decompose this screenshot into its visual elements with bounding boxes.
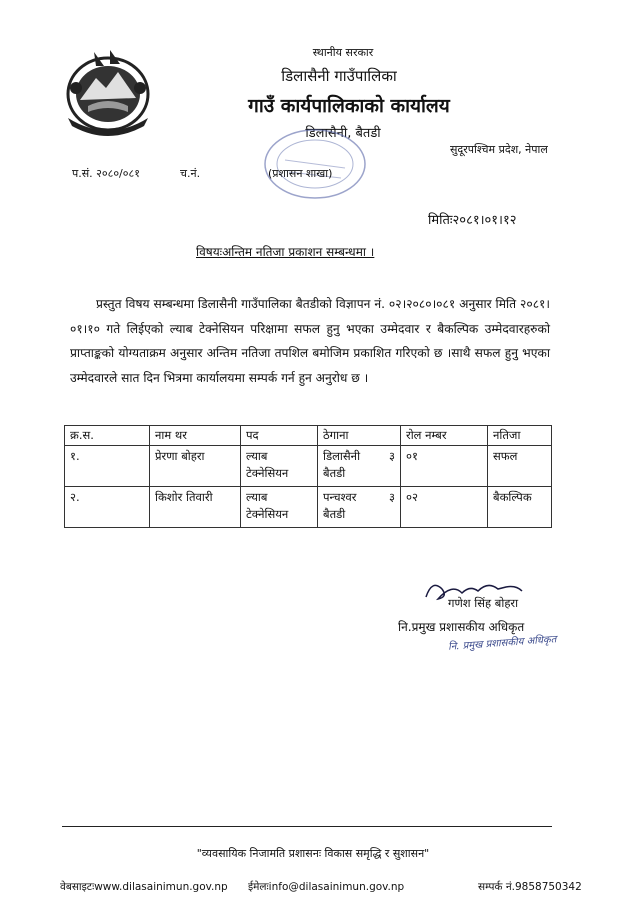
letter-body	[70, 292, 550, 390]
addr-ward: ३	[389, 449, 395, 463]
table-row	[65, 446, 552, 487]
signer-title: नि.प्रमुख प्रशासकीय अधिकृत	[398, 620, 525, 634]
signer-name: गणेश सिंह बोहरा	[448, 596, 519, 610]
footer-website: वेबसाइटःwww.dilasainimun.gov.np	[60, 881, 228, 893]
table-header-row	[65, 426, 552, 446]
header-serial: क्र.स.	[65, 426, 150, 446]
footer-email: ईमेलःinfo@dilasainimun.gov.np	[248, 881, 405, 893]
cell-address	[318, 446, 401, 487]
addr-line1: पन्चश्वर	[323, 490, 357, 504]
signer-stamp: नि. प्रमुख प्रशासकीय अधिकृत	[447, 634, 557, 653]
cell-name: किशोर तिवारी	[150, 487, 241, 528]
cell-name: प्रेरणा बोहरा	[150, 446, 241, 487]
cell-serial: १.	[65, 446, 150, 487]
header-name: नाम थर	[150, 426, 241, 446]
post-line1: ल्याब	[246, 490, 268, 504]
cell-post	[241, 487, 318, 528]
header-post: पद	[241, 426, 318, 446]
header-address: ठेगाना	[318, 426, 401, 446]
cell-roll: ०२	[401, 487, 488, 528]
cell-roll: ०१	[401, 446, 488, 487]
government-level: स्थानीय सरकार	[312, 46, 374, 59]
footer-divider	[62, 826, 552, 827]
footer-slogan: "व्यवसायिक निजामति प्रशासनः विकास समृद्धि र सुशासन"	[196, 847, 430, 860]
cell-result: बैकल्पिक	[488, 487, 552, 528]
body-paragraph: प्रस्तुत विषय सम्बन्धमा डिलासैनी गाउँपालिका बैतडीको विज्ञापन नं. ०२।२०८०।०८१ अनुसार मिति २०८१।०१।१० गते लिईएको ल्याब टेक्नेसियन परिक्षामा सफल हुनु भएका उम्मेदवार र बैकल्पिक उम्मेदवारहरुको प्राप्ताङ्कको योग्यताक्रम अनुसार अन्तिम नतिजा तपशिल बमोजिम प्रकाशित गरिएको छ ।साथै सफल हुनु भएका उम्मेदवारले सात दिन भित्रमा कार्यालयमा सम्पर्क गर्न हुन अनुरोध छ ।	[70, 297, 550, 385]
post-line1: ल्याब	[246, 449, 268, 463]
letter-subject: विषयःअन्तिम नतिजा प्रकाशन सम्बन्धमा ।	[196, 245, 375, 259]
cell-result: सफल	[488, 446, 552, 487]
cell-post	[241, 446, 318, 487]
table-row	[65, 487, 552, 528]
office-stamp-icon	[255, 120, 380, 205]
addr-ward: ३	[389, 490, 395, 504]
office-address: डिलासैनी, बैतडी	[305, 126, 381, 141]
post-line2: टेक्नेसियन	[246, 507, 289, 521]
dispatch-number: च.नं.	[180, 167, 201, 180]
office-name: गाउँ कार्यपालिकाको कार्यालय	[248, 95, 450, 117]
footer-contact: सम्पर्क नं.9858750342	[478, 881, 582, 893]
fiscal-year-ref: प.सं. २०८०/०८१	[72, 167, 140, 180]
letter-date: मितिः२०८१।०१।१२	[428, 213, 517, 228]
addr-line2: बैतडी	[323, 507, 346, 521]
result-table	[64, 425, 552, 528]
municipality-name: डिलासैनी गाउँपालिका	[281, 67, 397, 85]
header-result: नतिजा	[488, 426, 552, 446]
addr-line1: डिलासैनी	[323, 449, 361, 463]
cell-serial: २.	[65, 487, 150, 528]
post-line2: टेक्नेसियन	[246, 466, 289, 480]
cell-address	[318, 487, 401, 528]
province-label: सुदूरपश्चिम प्रदेश, नेपाल	[450, 143, 548, 156]
header-roll: रोल नम्बर	[401, 426, 488, 446]
section-name: (प्रशासन शाखा)	[268, 167, 333, 180]
addr-line2: बैतडी	[323, 466, 346, 480]
